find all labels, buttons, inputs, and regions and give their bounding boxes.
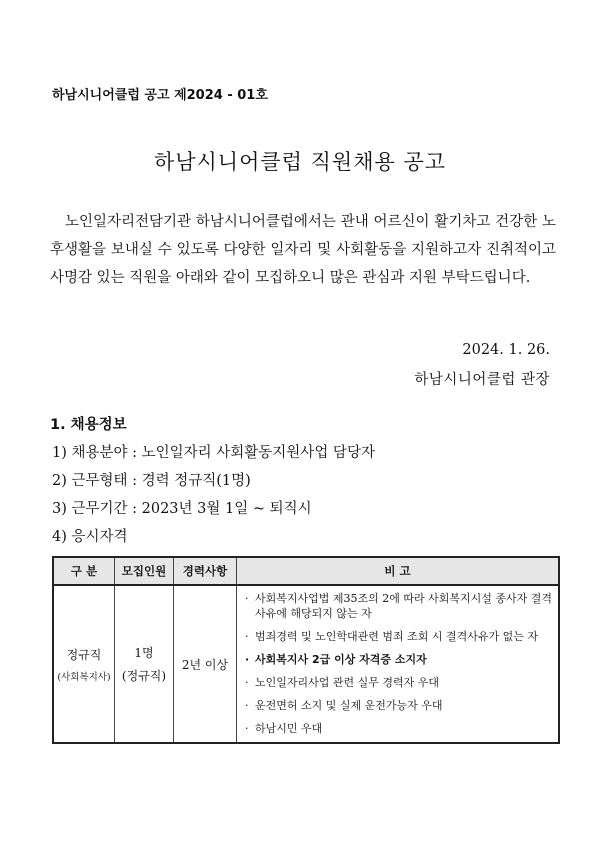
note-text: 사회복지사업법 제35조의 2에 따라 사회복지시설 종사자 결격사유에 해당되지 않는 자	[255, 592, 552, 620]
note-item-highlight	[245, 652, 552, 667]
header-experience: 경력사항	[174, 557, 237, 585]
note-item	[245, 721, 552, 736]
category-label: 정규직	[66, 647, 102, 662]
bullet-icon: ·	[245, 676, 249, 689]
count-label: 1명	[134, 646, 154, 660]
qualification-table	[52, 556, 560, 744]
note-item	[245, 629, 552, 644]
intro-paragraph: 노인일자리전담기관 하남시니어클럽에서는 관내 어르신이 활기차고 건강한 노후생활을 보내실 수 있도록 다양한 일자리 및 사회활동을 지원하고자 진취적이고 사명감 있는 직원을 아래와 같이 모집하오니 많은 관심과 지원 부탁드립니다.	[50, 214, 556, 286]
info-item-employment-type: 2) 근무형태 : 경력 정규직(1명)	[52, 473, 251, 489]
cell-category	[53, 585, 115, 743]
category-sub-label: (사회복지사)	[57, 671, 111, 683]
page-title: 하남시니어클럽 직원채용 공고	[153, 150, 447, 174]
issuer-signature: 하남시니어클럽 관장	[414, 372, 550, 388]
info-item-period: 3) 근무기간 : 2023년 3월 1일 ~ 퇴직시	[52, 501, 312, 517]
cell-experience: 2년 이상	[174, 585, 237, 743]
note-item	[245, 591, 552, 621]
notice-date: 2024. 1. 26.	[462, 342, 550, 358]
bullet-icon: ·	[245, 722, 249, 735]
notice-number: 하남시니어클럽 공고 제2024 - 01호	[52, 88, 268, 103]
info-item-field: 1) 채용분야 : 노인일자리 사회활동지원사업 담당자	[52, 445, 375, 461]
table-header-row	[53, 557, 559, 585]
note-text: 운전면허 소지 및 실제 운전가능자 우대	[255, 699, 443, 712]
note-text: 사회복지사 2급 이상 자격증 소지자	[255, 653, 427, 666]
header-notes: 비 고	[237, 557, 560, 585]
table-row	[53, 585, 559, 743]
count-sub-label: (정규직)	[121, 669, 167, 683]
note-text: 노인일자리사업 관련 실무 경력자 우대	[255, 676, 440, 689]
note-item	[245, 675, 552, 690]
header-category: 구 분	[53, 557, 115, 585]
note-text: 범죄경력 및 노인학대관련 범죄 조회 시 결격사유가 없는 자	[255, 630, 538, 643]
note-text: 하남시민 우대	[255, 722, 323, 735]
info-item-qualification: 4) 응시자격	[52, 529, 128, 545]
bullet-icon: ·	[245, 699, 249, 712]
bullet-icon: ·	[245, 653, 250, 666]
bullet-icon: ·	[245, 592, 249, 605]
cell-count	[115, 585, 174, 743]
section-title: 1. 채용정보	[50, 417, 127, 433]
header-count: 모집인원	[115, 557, 174, 585]
cell-notes	[237, 585, 560, 743]
bullet-icon: ·	[245, 630, 249, 643]
note-item	[245, 698, 552, 713]
